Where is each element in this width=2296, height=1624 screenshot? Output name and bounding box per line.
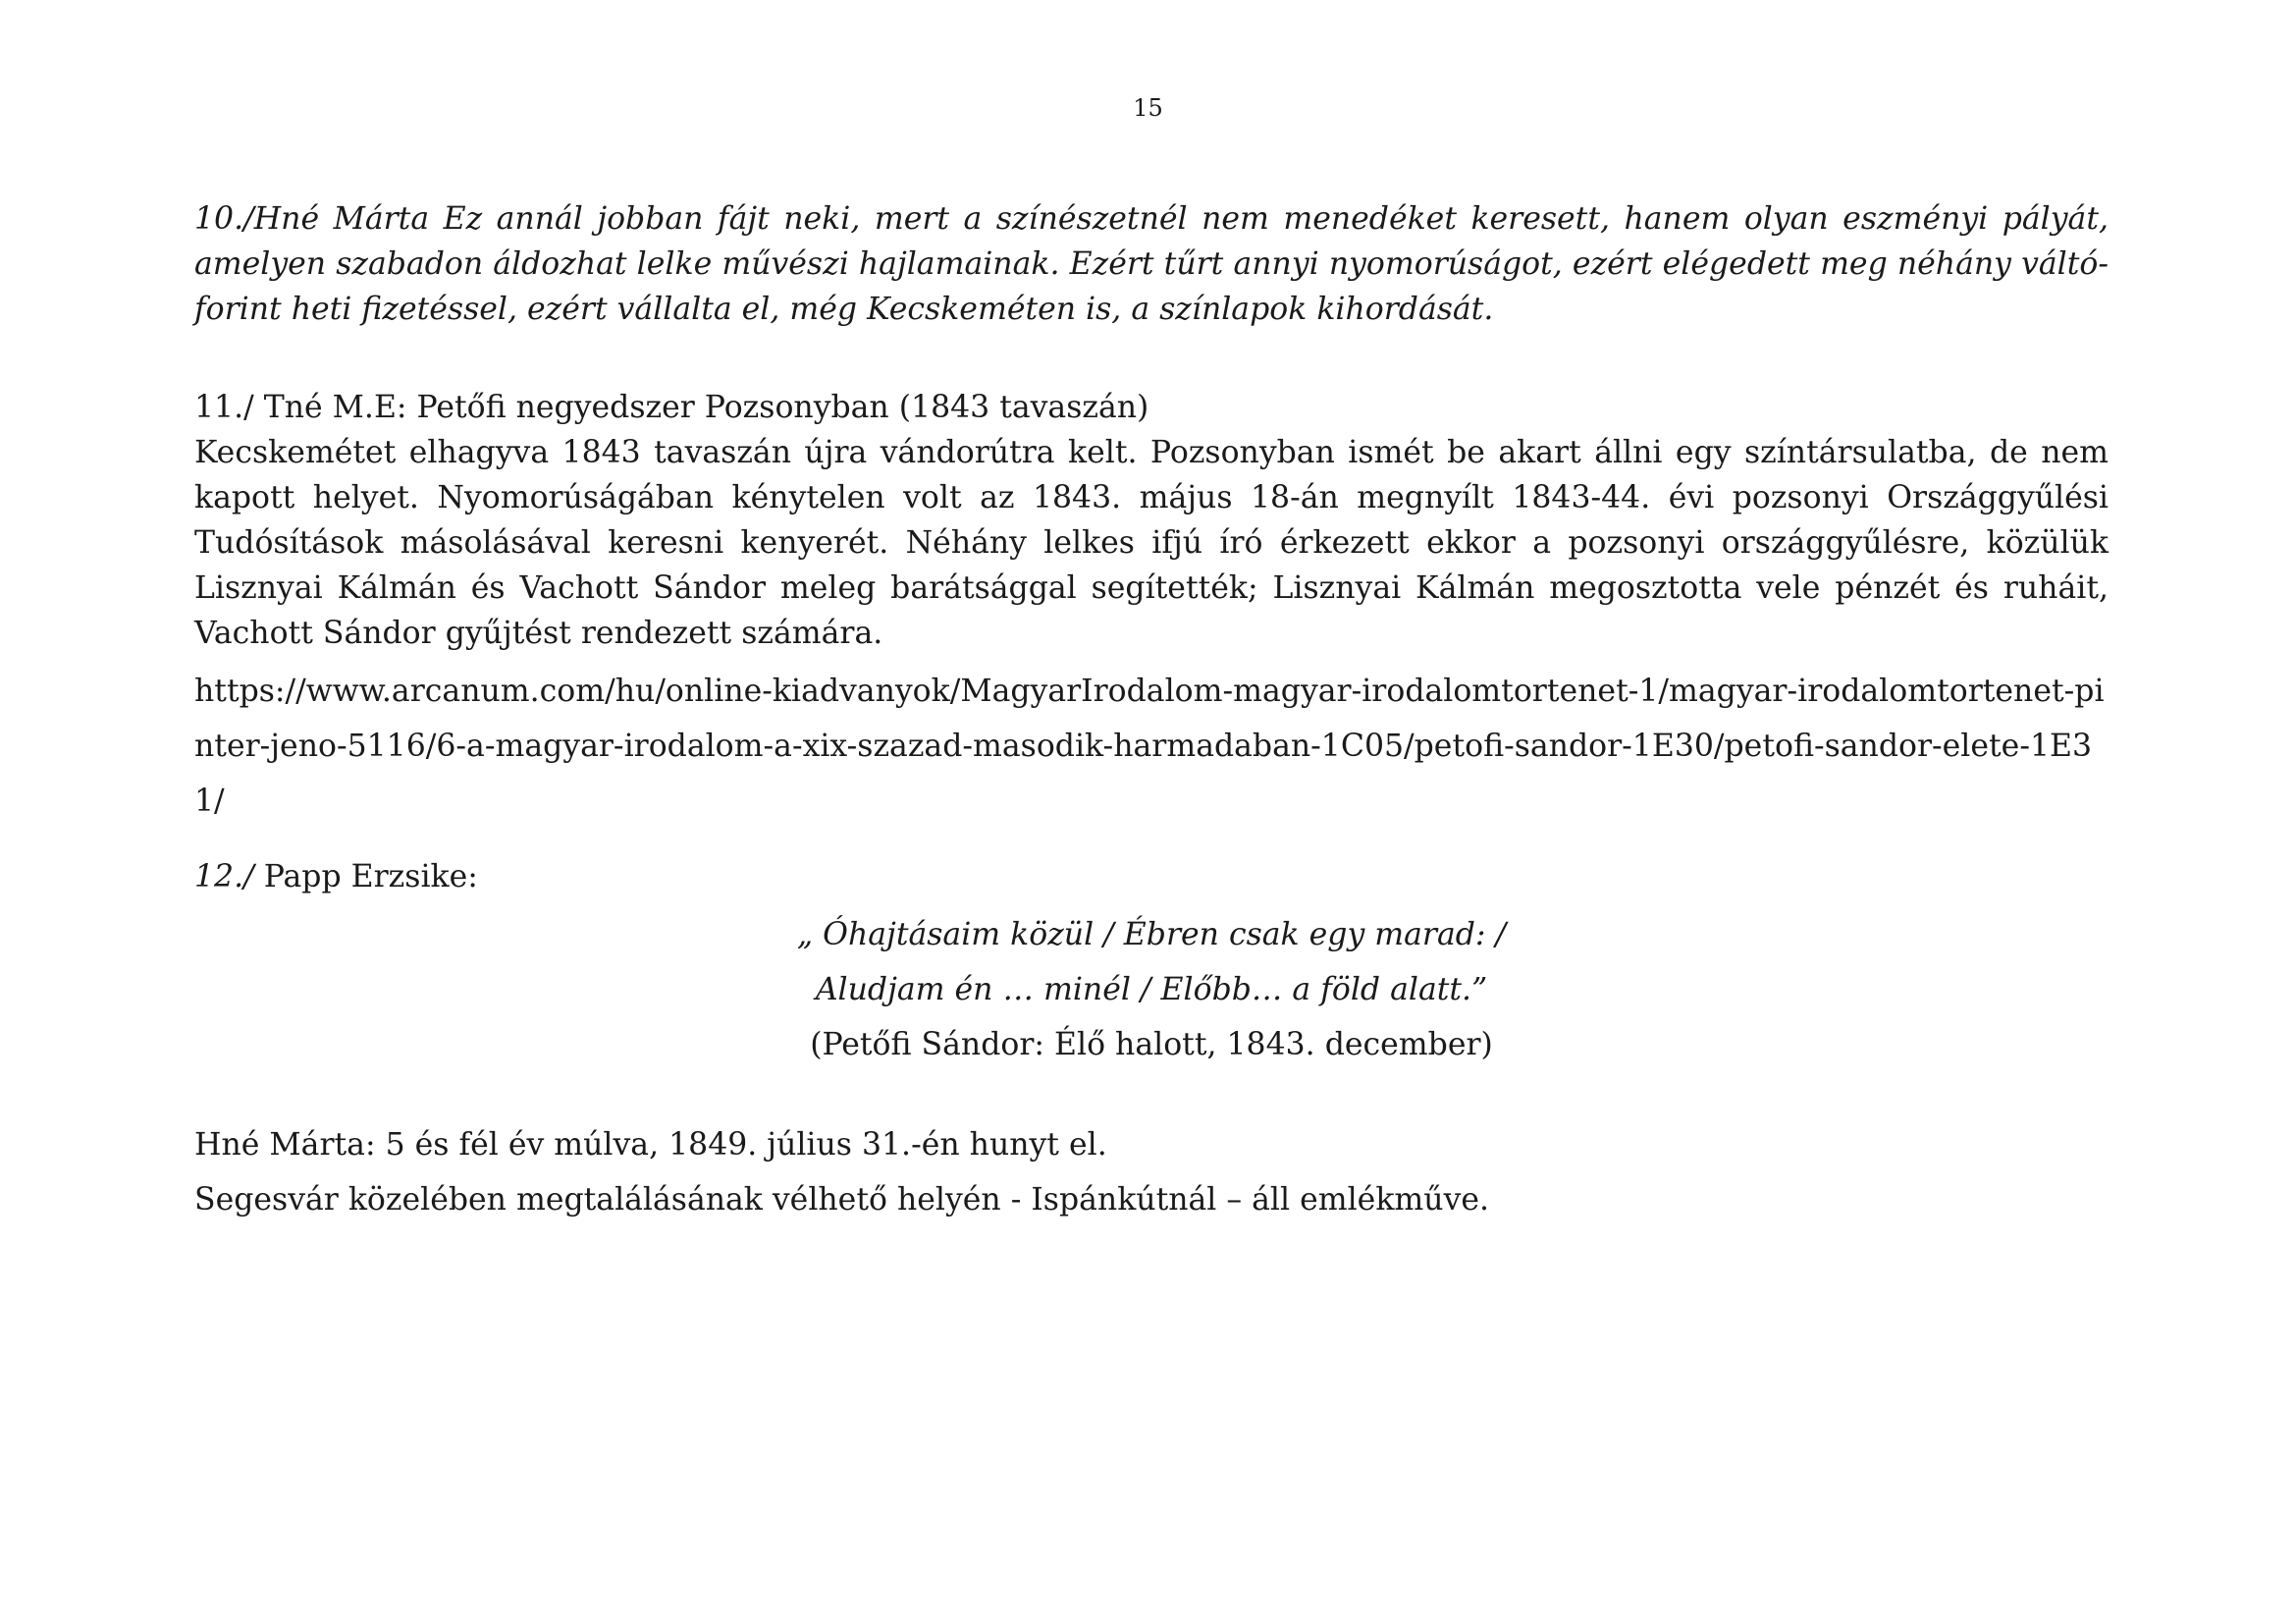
- closing-line-1: Hné Márta: 5 és fél év múlva, 1849. július 31.-én hunyt el.: [194, 1127, 1107, 1163]
- closing-line-2: Segesvár közelében megtalálásának vélhető helyén - Ispánkútnál – áll emlékműve.: [194, 1182, 1490, 1218]
- section-11-heading: 11./ Tné M.E: Petőfi negyedszer Pozsonyban (1843 tavaszán): [194, 390, 1149, 425]
- closing-notes: [194, 1117, 2109, 1227]
- section-11-paragraph: Kecskemétet elhagyva 1843 tavaszán újra vándorútra kelt. Pozsonyban ismét be akart állni egy színtársulatba, de nem kapott helyet. Nyomorúságában kénytelen volt az 1843. május 18-án megnyílt 1843-44. évi pozsonyi Országgyűlési Tudósítások másolásával keresni kenyerét. Néhány lelkes ifjú író érkezett ekkor a pozsonyi országgyűlésre, közülük Lisznyai Kálmán és Vachott Sándor meleg barátsággal segítették; Lisznyai Kálmán megosztotta vele pénzét és ruháit, Vachott Sándor gyűjtést rendezett számára.: [194, 435, 2109, 651]
- section-10-paragraph: 10./Hné Márta Ez annál jobban fájt neki, mert a színészetnél nem menedéket keresett, hanem olyan eszményi pályát, amelyen szabadon áldozhat lelke művészi hajlamainak. Ezért tűrt annyi nyomorúságot, ezért elégedett meg néhány váltó-forint heti fizetéssel, ezért vállalta el, még Kecskeméten is, a színlapok kihordását.: [194, 201, 2109, 327]
- page-number: 15: [1133, 94, 1163, 122]
- section-12-number: 12./: [194, 859, 254, 894]
- poem-citation: (Petőfi Sándor: Élő halott, 1843. december): [810, 1027, 1493, 1062]
- poem-line-1: „ Óhajtásaim közül / Ébren csak egy marad: /: [796, 917, 1507, 952]
- poem-quote: [194, 907, 2109, 1072]
- page-content: [194, 196, 2109, 1227]
- source-url-link[interactable]: https://www.arcanum.com/hu/online-kiadvanyok/MagyarIrodalom-magyar-irodalomtortenet-1/magyar-irodalomtortenet-pinter-jeno-5116/6-a-magyar-irodalom-a-xix-szazad-masodik-harmadaban-1C05/petofi-sandor-1E30/petofi-sandor-elete-1E31/: [194, 674, 2105, 819]
- poem-line-2: Aludjam én … minél / Előbb… a föld alatt.”: [815, 972, 1488, 1007]
- section-12-heading: [194, 854, 2109, 899]
- section-12-name: Papp Erzsike:: [253, 859, 478, 894]
